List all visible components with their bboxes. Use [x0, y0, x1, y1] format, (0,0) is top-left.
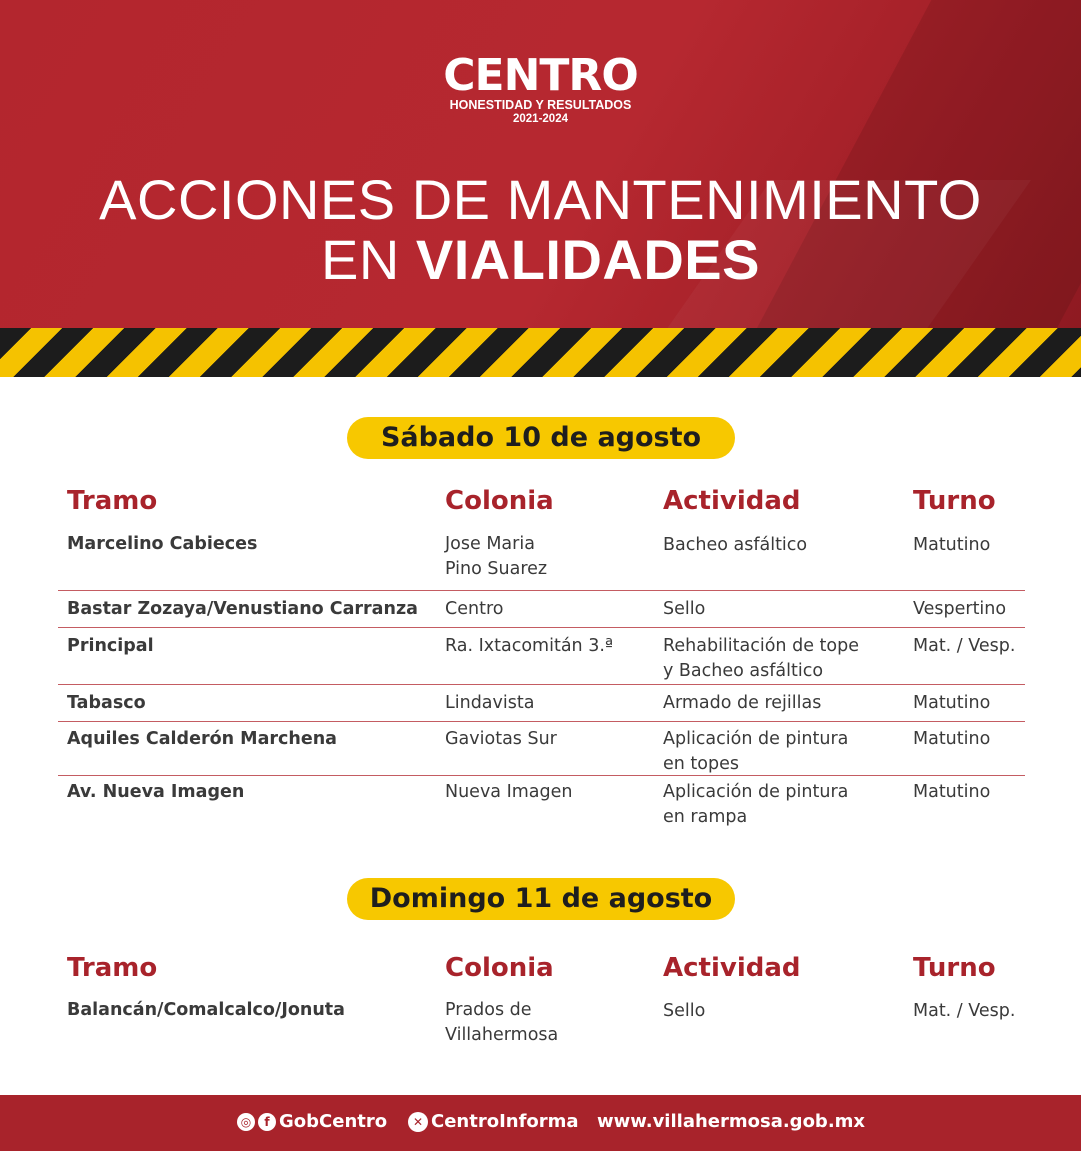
col-header-turno: Turno [913, 953, 996, 983]
col-header-turno: Turno [913, 486, 996, 516]
table-cell-colonia: Centro [445, 599, 504, 619]
social-handle-link[interactable] [237, 1111, 387, 1133]
footer-bar [0, 1095, 1081, 1151]
title-line1: ACCIONES DE MANTENIMIENTO [99, 168, 982, 231]
header-banner [0, 0, 1081, 330]
table-cell-actividad: Sello [663, 1001, 706, 1021]
table-cell-actividad: Sello [663, 599, 706, 619]
day1-date-badge: Sábado 10 de agosto [347, 417, 735, 459]
table-cell-turno: Vespertino [913, 599, 1007, 619]
logo-name: CENTRO [443, 50, 638, 101]
table-cell-tramo: Marcelino Cabieces [67, 534, 258, 554]
table-cell-colonia: Prados de Villahermosa [445, 1000, 559, 1045]
col-header-colonia: Colonia [445, 953, 554, 983]
table-cell-turno: Mat. / Vesp. [913, 636, 1016, 656]
row-divider [58, 775, 1025, 776]
table-cell-colonia: Gaviotas Sur [445, 729, 557, 749]
table-cell-tramo: Tabasco [67, 693, 146, 713]
table-cell-tramo: Principal [67, 636, 154, 656]
col-header-actividad: Actividad [663, 953, 801, 983]
x-icon: ✕ [408, 1112, 428, 1132]
table-cell-colonia: Lindavista [445, 693, 535, 713]
centro-logo [0, 52, 1081, 126]
title-line2-prefix: EN [320, 228, 416, 291]
table-cell-actividad: Aplicación de pintura en topes [663, 729, 849, 774]
website-text: www.villahermosa.gob.mx [597, 1111, 866, 1132]
logo-motto: HONESTIDAD Y RESULTADOS [449, 98, 632, 112]
col-header-colonia: Colonia [445, 486, 554, 516]
caution-stripes [0, 328, 1081, 377]
x-handle-text: CentroInforma [431, 1111, 579, 1132]
table-cell-colonia: Nueva Imagen [445, 782, 573, 802]
social-handle-text: GobCentro [279, 1111, 388, 1132]
table-cell-colonia: Jose Maria Pino Suarez [445, 534, 548, 579]
row-divider [58, 627, 1025, 628]
table-cell-turno: Matutino [913, 693, 991, 713]
table-cell-turno: Matutino [913, 729, 991, 749]
table-cell-tramo: Av. Nueva Imagen [67, 782, 245, 802]
table-cell-actividad: Bacheo asfáltico [663, 535, 808, 555]
table-cell-tramo: Balancán/Comalcalco/Jonuta [67, 1000, 345, 1020]
col-header-tramo: Tramo [67, 486, 158, 516]
table-cell-actividad: Aplicación de pintura en rampa [663, 782, 849, 827]
facebook-icon: f [258, 1113, 276, 1131]
table-cell-actividad: Rehabilitación de tope y Bacheo asfáltico [663, 636, 859, 681]
website-link[interactable] [597, 1111, 865, 1133]
row-divider [58, 684, 1025, 685]
page-title [0, 170, 1081, 290]
logo-years: 2021-2024 [513, 113, 568, 125]
col-header-actividad: Actividad [663, 486, 801, 516]
table-cell-colonia: Ra. Ixtacomitán 3.ª [445, 636, 614, 656]
row-divider [58, 721, 1025, 722]
table-cell-tramo: Aquiles Calderón Marchena [67, 729, 337, 749]
title-line2-bold: VIALIDADES [415, 228, 760, 291]
instagram-icon: ◎ [237, 1113, 255, 1131]
table-cell-actividad: Armado de rejillas [663, 693, 822, 713]
table-cell-turno: Mat. / Vesp. [913, 1001, 1016, 1021]
row-divider [58, 590, 1025, 591]
col-header-tramo: Tramo [67, 953, 158, 983]
x-handle-link[interactable] [408, 1111, 579, 1133]
title-line2 [0, 230, 1081, 290]
day2-date-badge: Domingo 11 de agosto [347, 878, 735, 920]
table-cell-turno: Matutino [913, 782, 991, 802]
table-cell-turno: Matutino [913, 535, 991, 555]
table-cell-tramo: Bastar Zozaya/Venustiano Carranza [67, 599, 418, 619]
